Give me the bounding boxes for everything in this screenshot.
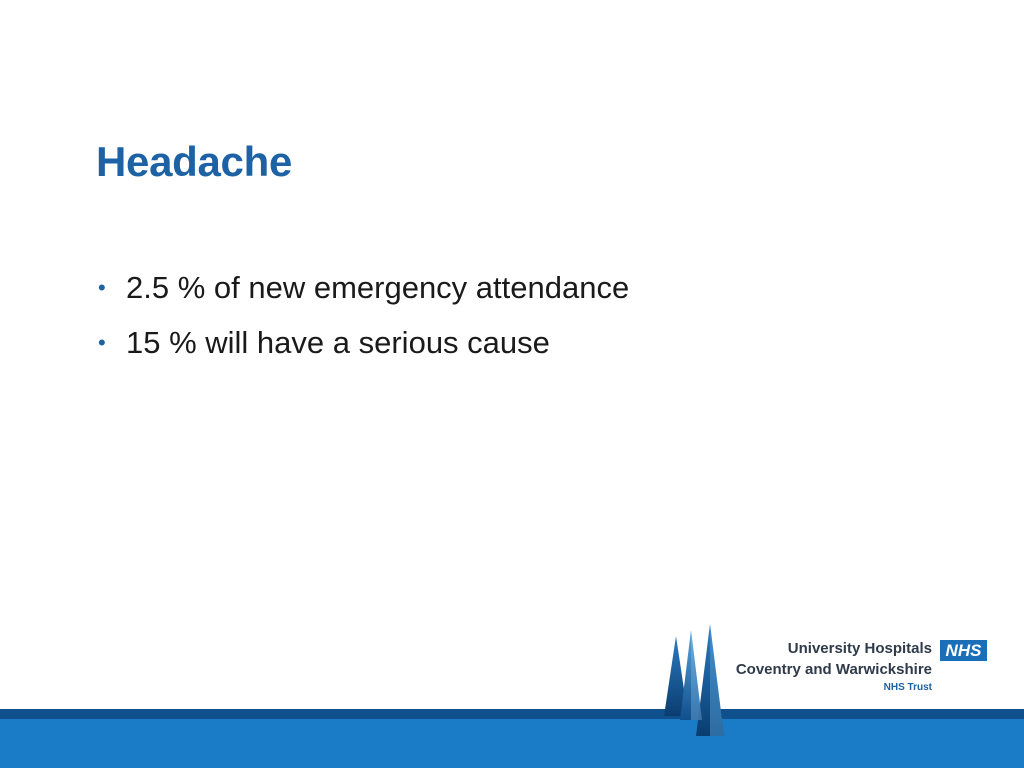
bullet-item: [98, 325, 629, 380]
logo-line-university: University Hospitals: [787, 640, 932, 657]
logo-line-coventry: Coventry and Warwickshire: [735, 661, 932, 678]
bullet-item: [98, 270, 629, 325]
footer-dark-band: [0, 709, 1024, 719]
footer-blue-band: [0, 719, 1024, 768]
slide-title: Headache: [96, 138, 293, 185]
nhs-logo-badge: NHS: [940, 640, 987, 661]
bullet-list: [98, 270, 629, 380]
bullet-dot-icon: •: [98, 275, 106, 300]
bullet-text: 2.5 % of new emergency attendance: [126, 270, 630, 305]
bullet-text: 15 % will have a serious cause: [126, 325, 550, 360]
bullet-dot-icon: •: [98, 330, 106, 355]
trust-logo-text: [736, 638, 932, 696]
logo-line-trust: NHS Trust: [883, 682, 932, 693]
